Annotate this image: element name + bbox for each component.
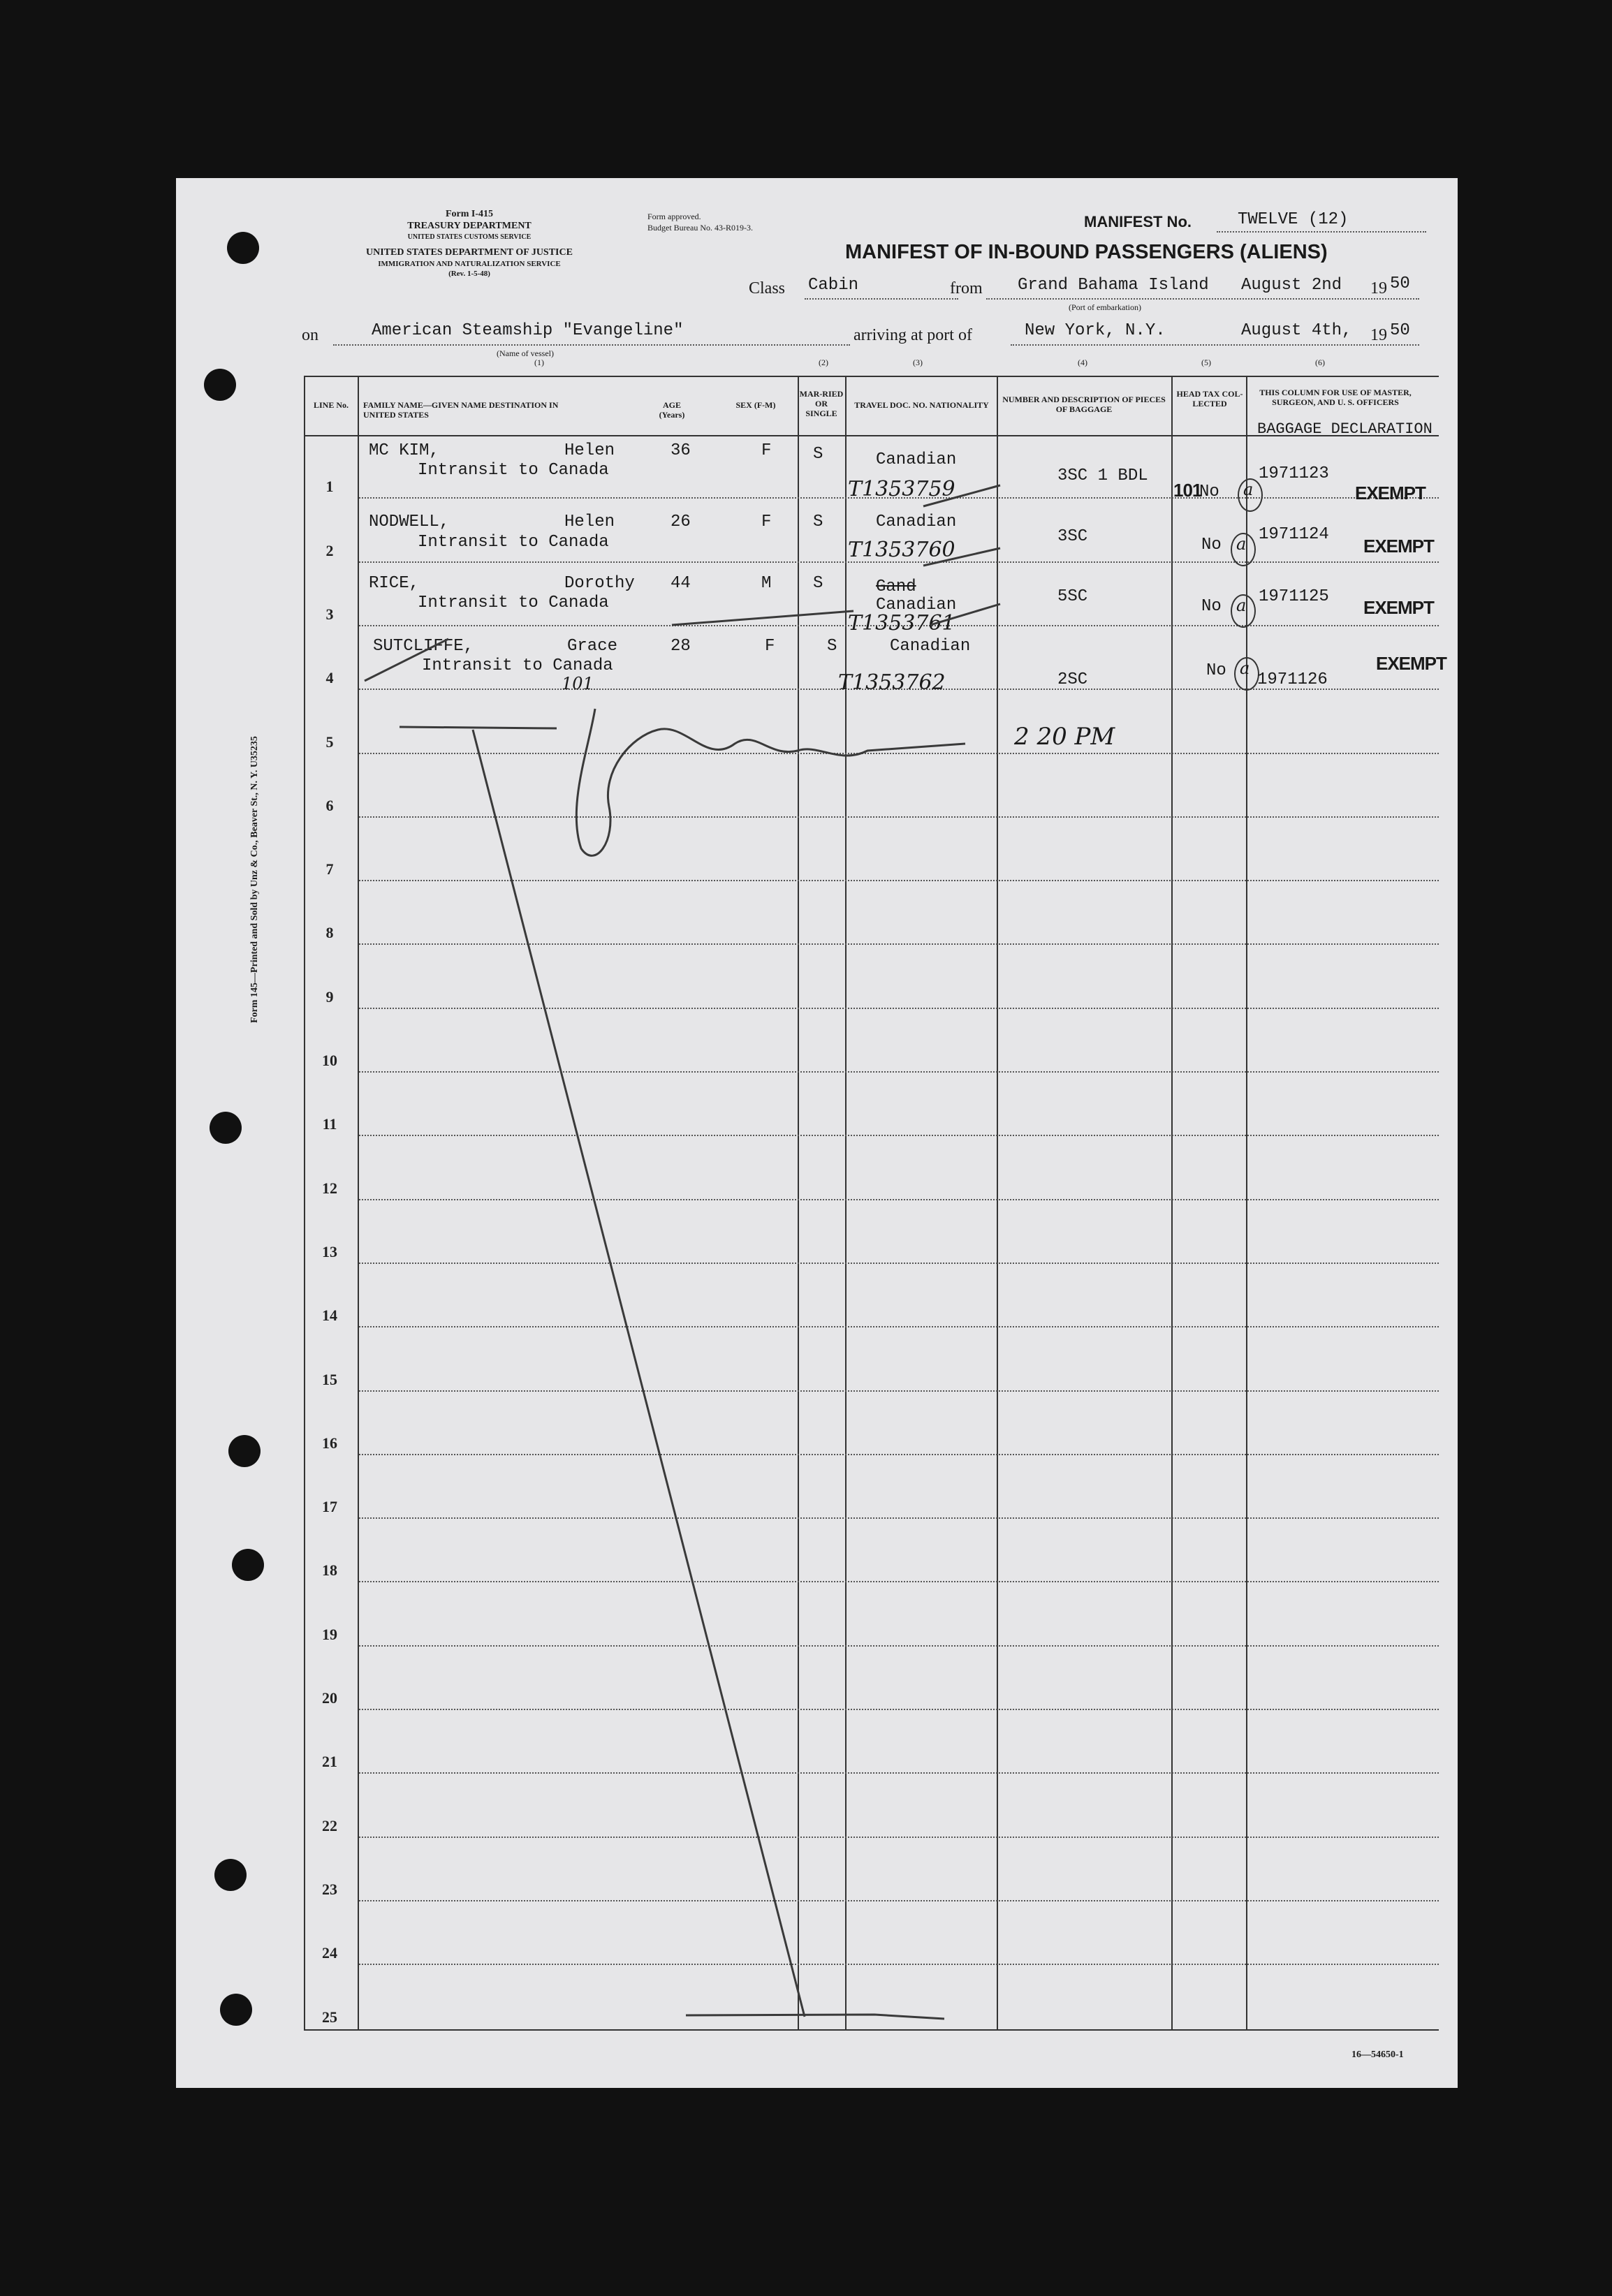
colnum-5: (5) <box>1201 358 1211 367</box>
colnum-6: (6) <box>1315 358 1325 367</box>
line-number: 11 <box>322 1115 337 1133</box>
colnum-1: (1) <box>534 358 544 367</box>
form-number: Form I-415 <box>445 209 494 219</box>
marital-status: S <box>827 637 837 656</box>
handwriting-overlay <box>176 178 1458 2088</box>
line-number: 1 <box>325 478 334 496</box>
nationality: Canadian <box>876 596 957 615</box>
depart-date: August 2nd <box>1241 276 1342 295</box>
line-number: 13 <box>322 1242 337 1260</box>
arrival-year-prefix: 19 <box>1370 326 1387 344</box>
nationality: Canadian <box>876 513 957 531</box>
travel-doc: T1353762 <box>838 670 946 695</box>
customs-service: UNITED STATES CUSTOMS SERVICE <box>407 233 532 241</box>
declaration-no: 1971124 <box>1259 525 1329 544</box>
signature-stroke <box>400 727 557 728</box>
travel-doc: T1353760 <box>848 538 955 562</box>
baggage: 2SC <box>1057 670 1088 689</box>
on-label: on <box>302 326 318 344</box>
line-number: 14 <box>322 1307 337 1325</box>
line-number: 25 <box>322 2008 337 2026</box>
baggage: 3SC 1 BDL <box>1057 466 1148 485</box>
colnum-3: (3) <box>913 358 923 367</box>
budget-bureau: Budget Bureau No. 43-R019-3. <box>647 223 753 233</box>
header-married: MAR-RIED OR SINGLE <box>799 389 844 418</box>
line-number: 5 <box>325 733 334 751</box>
travel-doc: T1353759 <box>848 477 955 501</box>
family-name: RICE, <box>369 574 420 593</box>
given-name: Helen <box>564 441 615 460</box>
strike-line <box>473 730 805 2017</box>
exempt-stamp: EXEMPT <box>1363 536 1434 557</box>
travel-doc: T1353761 <box>848 611 955 635</box>
line-number: 6 <box>325 796 334 814</box>
vessel-caption: (Name of vessel) <box>497 348 554 358</box>
signature-scrawl <box>576 709 965 855</box>
form-approved: Form approved. <box>647 212 701 221</box>
circle-letter: a <box>1243 480 1254 499</box>
exempt-stamp: EXEMPT <box>1363 597 1434 618</box>
colnum-4: (4) <box>1078 358 1087 367</box>
revision: (Rev. 1-5-48) <box>448 270 490 278</box>
header-baggage: NUMBER AND DESCRIPTION OF PIECES OF BAGGAGE <box>1002 395 1166 414</box>
line-number: 21 <box>322 1753 337 1771</box>
sex: M <box>761 574 772 593</box>
family-name: MC KIM, <box>369 441 439 460</box>
head-tax: No <box>1201 536 1222 554</box>
baggage: 5SC <box>1057 587 1088 606</box>
binder-hole <box>214 1859 247 1891</box>
arrival-year: 50 <box>1390 321 1410 340</box>
age: 44 <box>671 574 691 593</box>
manifest-page <box>176 178 1458 2088</box>
treasury-dept: TREASURY DEPARTMENT <box>407 221 532 231</box>
header-headtax: HEAD TAX COL-LECTED <box>1176 389 1243 409</box>
line-number: 20 <box>322 1689 337 1707</box>
line-number: 23 <box>322 1880 337 1898</box>
head-tax: No <box>1206 661 1226 680</box>
family-name: NODWELL, <box>369 513 450 531</box>
declaration-no: 1971125 <box>1259 587 1329 606</box>
declaration-no: 1971126 <box>1257 670 1328 689</box>
destination: Intransit to Canada <box>418 461 609 480</box>
age: 36 <box>671 441 691 460</box>
exempt-stamp: EXEMPT <box>1355 483 1426 503</box>
declaration-no: 1971123 <box>1259 464 1329 483</box>
destination: Intransit to Canada <box>422 656 613 675</box>
head-tax-note: 101 <box>1173 480 1202 501</box>
check-stroke <box>672 611 853 625</box>
line-number: 24 <box>322 1944 337 1962</box>
line-number: 22 <box>322 1816 337 1834</box>
binder-hole <box>228 1435 261 1467</box>
class-label: Class <box>749 279 786 297</box>
binder-hole <box>232 1549 264 1581</box>
binder-hole <box>220 1994 252 2026</box>
header-travel: TRAVEL DOC. NO. NATIONALITY <box>854 400 989 410</box>
line-number: 2 <box>325 541 334 559</box>
bottom-stroke <box>686 2015 944 2019</box>
given-name: Dorothy <box>564 574 635 593</box>
struck-text: Gand <box>876 577 916 596</box>
line-number: 19 <box>322 1625 337 1643</box>
arrival-port: New York, N.Y. <box>1025 321 1166 340</box>
line-number: 8 <box>325 924 334 942</box>
justice-dept: UNITED STATES DEPARTMENT OF JUSTICE <box>366 247 573 258</box>
port-caption: (Port of embarkation) <box>1069 302 1141 312</box>
line-number: 4 <box>325 669 334 687</box>
destination: Intransit to Canada <box>418 594 609 612</box>
arriving-label: arriving at port of <box>853 326 972 344</box>
circle-letter: a <box>1236 596 1247 615</box>
check-stroke <box>365 639 448 681</box>
header-officers: THIS COLUMN FOR USE OF MASTER, SURGEON, AND U. S. OFFICERS <box>1259 388 1412 407</box>
binder-hole <box>204 369 236 401</box>
given-name: Helen <box>564 513 615 531</box>
check-stroke <box>930 604 1000 625</box>
marital-status: S <box>813 513 823 531</box>
class-value: Cabin <box>808 276 859 295</box>
page-title: MANIFEST OF IN-BOUND PASSENGERS (ALIENS) <box>845 241 1328 263</box>
line-number: 10 <box>322 1052 337 1069</box>
line-number: 15 <box>322 1370 337 1388</box>
binder-hole <box>227 232 259 264</box>
given-name: Grace <box>567 637 618 656</box>
row4-handmark: 101 <box>562 674 594 693</box>
nationality: Canadian <box>890 637 971 656</box>
binder-hole <box>210 1112 242 1144</box>
colnum-2: (2) <box>819 358 828 367</box>
sex: F <box>765 637 775 656</box>
age: 28 <box>671 637 691 656</box>
circle-letter: a <box>1240 658 1250 678</box>
line-number: 18 <box>322 1561 337 1580</box>
check-stroke <box>923 548 1000 566</box>
year-prefix: 19 <box>1370 279 1387 297</box>
footer-code: 16—54650-1 <box>1351 2050 1404 2060</box>
line-number: 7 <box>325 860 334 878</box>
head-tax: No <box>1199 483 1219 501</box>
header-line: LINE No. <box>313 400 349 410</box>
line-number: 16 <box>322 1434 337 1452</box>
marital-status: S <box>813 445 823 464</box>
family-name: SUTCLIFFE, <box>373 637 474 656</box>
nationality: Canadian <box>876 450 957 469</box>
sex: F <box>761 513 772 531</box>
manifest-number: TWELVE (12) <box>1238 210 1349 229</box>
header-name: FAMILY NAME—GIVEN NAME DESTINATION IN UNITED STATES <box>363 400 559 420</box>
age: 26 <box>671 513 691 531</box>
from-label: from <box>950 279 983 297</box>
line-number: 12 <box>322 1179 337 1197</box>
embark-port: Grand Bahama Island <box>1018 276 1209 295</box>
time-annotation: 2 20 PM <box>1014 723 1115 751</box>
circle-letter: a <box>1236 534 1247 554</box>
ins-service: IMMIGRATION AND NATURALIZATION SERVICE <box>378 260 561 268</box>
check-stroke <box>923 485 1000 506</box>
sex: F <box>761 441 772 460</box>
depart-year: 50 <box>1390 274 1410 293</box>
arrival-date: August 4th, <box>1241 321 1352 340</box>
header-officers-hand: BAGGAGE DECLARATION <box>1257 420 1433 438</box>
header-age: AGE (Years) <box>659 400 685 420</box>
baggage: 3SC <box>1057 527 1088 546</box>
vessel-name: American Steamship "Evangeline" <box>372 321 684 340</box>
line-number: 17 <box>322 1498 337 1516</box>
line-number: 3 <box>325 605 334 623</box>
line-number: 9 <box>325 987 334 1006</box>
marital-status: S <box>813 574 823 593</box>
destination: Intransit to Canada <box>418 533 609 552</box>
side-print: Form 145—Printed and Sold by Unz & Co., Beaver St., N. Y. U35235 <box>249 736 260 1023</box>
header-sex: SEX (F-M) <box>735 400 776 410</box>
manifest-label: MANIFEST No. <box>1084 213 1192 230</box>
exempt-stamp: EXEMPT <box>1376 653 1446 674</box>
head-tax: No <box>1201 597 1222 616</box>
